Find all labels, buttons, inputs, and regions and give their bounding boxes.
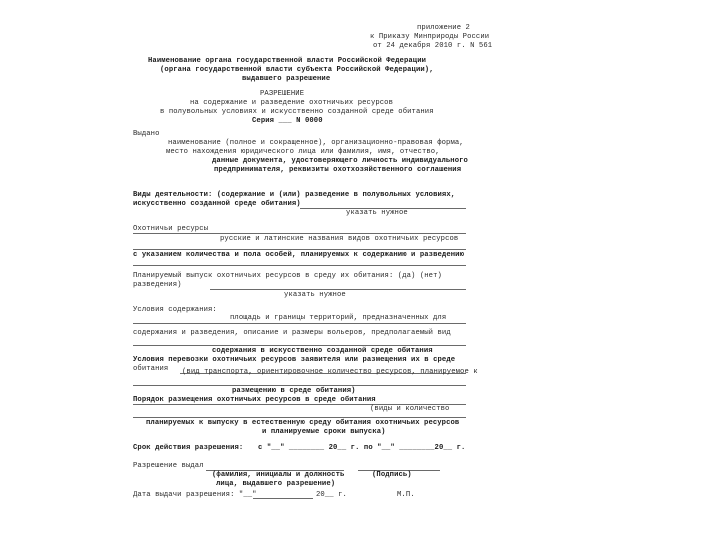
issue-date-year: 20__ г. <box>316 491 347 499</box>
activity-line-2: искусственно созданной среде обитания) <box>133 200 301 208</box>
species-underline-2 <box>133 249 466 250</box>
release-line-2: разведения) <box>133 281 182 289</box>
validity-label: Срок действия разрешения: <box>133 444 244 452</box>
placement-underline-2 <box>133 417 466 418</box>
release-underline <box>210 289 466 290</box>
conditions-hint-1: площадь и границы территорий, предназначенных для <box>230 314 447 322</box>
stamp-placeholder: М.П. <box>397 491 415 499</box>
transport-underline-2 <box>133 385 466 386</box>
issuer-line-3: выдавшего разрешение <box>242 75 331 83</box>
transport-hint-1: (вид транспорта, ориентировочное количество ресурсов, планируемое к <box>182 368 478 376</box>
species-hint-2: с указанием количества и пола особей, планируемых к содержанию и разведению <box>133 251 464 259</box>
activity-line-1: Виды деятельности: (содержание и (или) разведение в полувольных условиях, <box>133 191 456 199</box>
issued-to-line-3: данные документа, удостоверяющего личность индивидуального <box>212 157 468 165</box>
conditions-underline-2 <box>133 345 466 346</box>
signature-hint-sign: (Подпись) <box>372 471 412 479</box>
permit-subtitle-2: в полувольных условиях и искусственно созданной среде обитания <box>160 108 434 116</box>
placement-hint-1: (виды и количество <box>370 405 450 413</box>
species-underline-3 <box>133 265 466 266</box>
transport-hint-2: размещению в среде обитания) <box>232 387 356 395</box>
validity-dates: с "__" ________ 20__ г. по "__" ________20__ г. <box>258 444 466 452</box>
transport-line-1: Условия перевозки охотничьих ресурсов заявителя или размещения их в среде <box>133 356 456 364</box>
conditions-hint-2: содержания и разведения, описание и размеры вольеров, предполагаемый вид <box>133 329 451 337</box>
release-hint: указать нужное <box>284 291 346 299</box>
appendix-label: приложение 2 <box>417 24 470 32</box>
conditions-hint-3: содержания в искусственно созданной среде обитания <box>212 347 433 355</box>
species-label: Охотничьи ресурсы <box>133 225 209 233</box>
issuer-line-2: (органа государственной власти субъекта Российской Федерации), <box>160 66 434 74</box>
permit-title: РАЗРЕШЕНИЕ <box>260 90 305 98</box>
transport-line-2: обитания <box>133 365 169 373</box>
order-date: от 24 декабря 2010 г. N 561 <box>373 42 493 50</box>
placement-line-1: Порядок размещения охотничьих ресурсов в среде обитания <box>133 396 376 404</box>
issued-to-line-4: предпринимателя, реквизиты охотхозяйственного соглашения <box>214 166 462 174</box>
placement-hint-2: планируемых к выпуску в естественную среду обитания охотничьих ресурсов <box>146 419 460 427</box>
conditions-label: Условия содержания: <box>133 306 217 314</box>
permit-subtitle-1: на содержание и разведение охотничьих ресурсов <box>190 99 394 107</box>
signature-hint-name-2: лица, выдавшего разрешение) <box>216 480 336 488</box>
issued-to-line-1: наименование (полное и сокращенное), организационно-правовая форма, <box>168 139 464 147</box>
signature-hint-name: (фамилия, инициалы и должность <box>212 471 345 479</box>
issuer-line-1: Наименование органа государственной власти Российской Федерации <box>148 57 427 65</box>
species-hint-1: русские и латинские названия видов охотничьих ресурсов <box>220 235 459 243</box>
permit-series: Серия ___ N 0000 <box>252 117 323 125</box>
issue-date-label: Дата выдачи разрешения: "__" <box>133 491 257 499</box>
issued-to-line-2: место нахождения юридического лица или фамилия, имя, отчество, <box>166 148 440 156</box>
issue-date-month-line <box>253 498 313 499</box>
order-reference: к Приказу Минприроды России <box>370 33 490 41</box>
species-underline-1 <box>133 233 466 234</box>
conditions-underline-1 <box>133 323 466 324</box>
placement-hint-3: и планируемые сроки выпуска) <box>262 428 386 436</box>
activity-hint: указать нужное <box>346 209 408 217</box>
signature-label: Разрешение выдал <box>133 462 204 470</box>
issued-to-label: Выдано <box>133 130 160 138</box>
release-line-1: Планируемый выпуск охотничьих ресурсов в среду их обитания: (да) (нет) <box>133 272 442 280</box>
